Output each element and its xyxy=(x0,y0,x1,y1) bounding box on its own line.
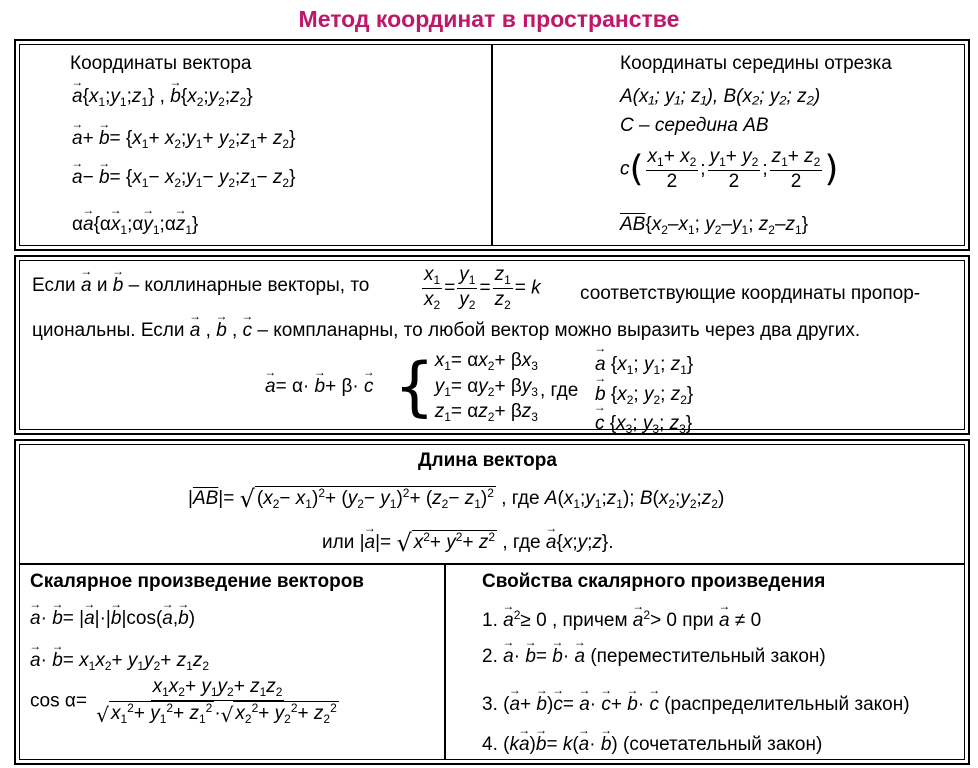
scalar-def: → a· → b= |→ a|·|→ b|cos(→ a,→ b) xyxy=(30,609,195,628)
coplanar-system: { $x_1= \alpha x_2+ \beta x_3$ $y_1= \alpha y_2+ \beta y_3$ $z_1= \alpha z_2+ \beta z_3$ xyxy=(394,350,538,425)
length-formula: $|\overline{AB}|=$ √ $(x_2- x_1)^2+ (y_2- y_1)^2+ (z_2- z_1)^2$ , где $A(x_1;y_1;z_1)$; $B(x_2;y_2;z_2)$ xyxy=(188,485,725,513)
bottom-v-divider xyxy=(444,563,446,760)
coplanar-where: , где xyxy=(540,380,579,401)
collinear-ratio: $\frac{x_1}{x_2}$ = $\frac{y_1}{y_2}$ = $\frac{z_1}{z_2}$ = k xyxy=(424,264,541,312)
midpoint-formula: c( $\frac{x_1+ x_2}{2}$ ; $\frac{y_1+ y_2}{2}$ ; $\frac{z_1+ z_2}{2}$ ) xyxy=(620,146,839,192)
properties-header: Свойства скалярного произведения xyxy=(482,571,826,592)
length-header: Длина вектора xyxy=(418,450,557,471)
vector-coords-header: Координаты вектора xyxy=(70,53,252,74)
vector-diff-formula: → $a- \to b= \{x_1-$ $x_2;y_1-$ $y_2;z_1- z_2$} xyxy=(72,168,295,189)
midpoint-line: C – середина AB xyxy=(620,115,769,136)
midpoint-points: A(x₁; y₁; z₁), B(x₂; y₂; z₂) xyxy=(620,86,821,107)
length-formula-2: или |→ a|= √ $x^2+ y^2+ z^2$ , где → a{x;y;z}. xyxy=(322,530,614,555)
coplanar-decomposition: → a= α· → b+ β· → c xyxy=(265,377,374,396)
vector-coords-formula: → $a\{x_1;y_1;z_1\}$ , → $b\{x_2;y_2;z_2\}$ xyxy=(72,87,253,108)
coplanar-vectors: → a {$x_1$; $y_1$; $z_1$} → b {$x_2$; $y_2$; $z_2$} → c {$x_3$; $y_3$; $z_3$} xyxy=(595,350,735,439)
midpoint-header: Координаты середины отрезка xyxy=(620,53,892,74)
bottom-h-divider xyxy=(19,563,965,565)
collinear-line1: Если → a и → b – коллинарные векторы, то xyxy=(32,276,369,295)
vector-sum-formula: → $a+ \to b= \{x_1+$ $x_2;y_1+$ $y_2;z_1+ z_2$} xyxy=(72,129,295,150)
property-3: 3. (→ a+ → b)→ c= → a· → c+ → b· → c (распределительный закон) xyxy=(482,695,910,714)
vector-scale-formula: $\alpha\to a\{\alpha\to x_1;\alpha\to$ $y_1;\alpha\to z_1$} xyxy=(72,215,198,236)
collinear-line2: циональны. Если → a , → b , → c – компланарны, то любой вектор можно выразить через два других. xyxy=(32,321,860,340)
property-1: 1. → $a^2\ge 0$ , причем → $a^2> 0$ при → a ≠ 0 xyxy=(482,609,761,630)
cos-formula: cos α= $\frac{x_1x_2+ y_1y_2+ z_1z_2}{√ x_1^2+ y_1^2+ z_1^2 \cdot√ x_2^2+ y_2^2+ z_2^2}$ xyxy=(30,676,337,727)
collinear-line1-end: соответствующие координаты пропор- xyxy=(580,283,921,304)
scalar-coords: → $a\cdot \to b= x_1x_2+ y_1y_2+ z_1z_2$ xyxy=(30,651,209,672)
property-2: 2. → a· → b= → b· → a (переместительный закон) xyxy=(482,647,826,666)
property-4: 4. (k→ a)→ b= k(→ a· → b) (сочетательный закон) xyxy=(482,735,822,754)
top-divider xyxy=(491,44,493,246)
page-title: Метод координат в пространстве xyxy=(298,6,680,32)
ab-vector-formula: $\overline{AB}\{x_2-x_1$; $y_2-y_1$; $z_2-z_1$} xyxy=(620,214,809,237)
scalar-header: Скалярное произведение векторов xyxy=(30,571,364,592)
